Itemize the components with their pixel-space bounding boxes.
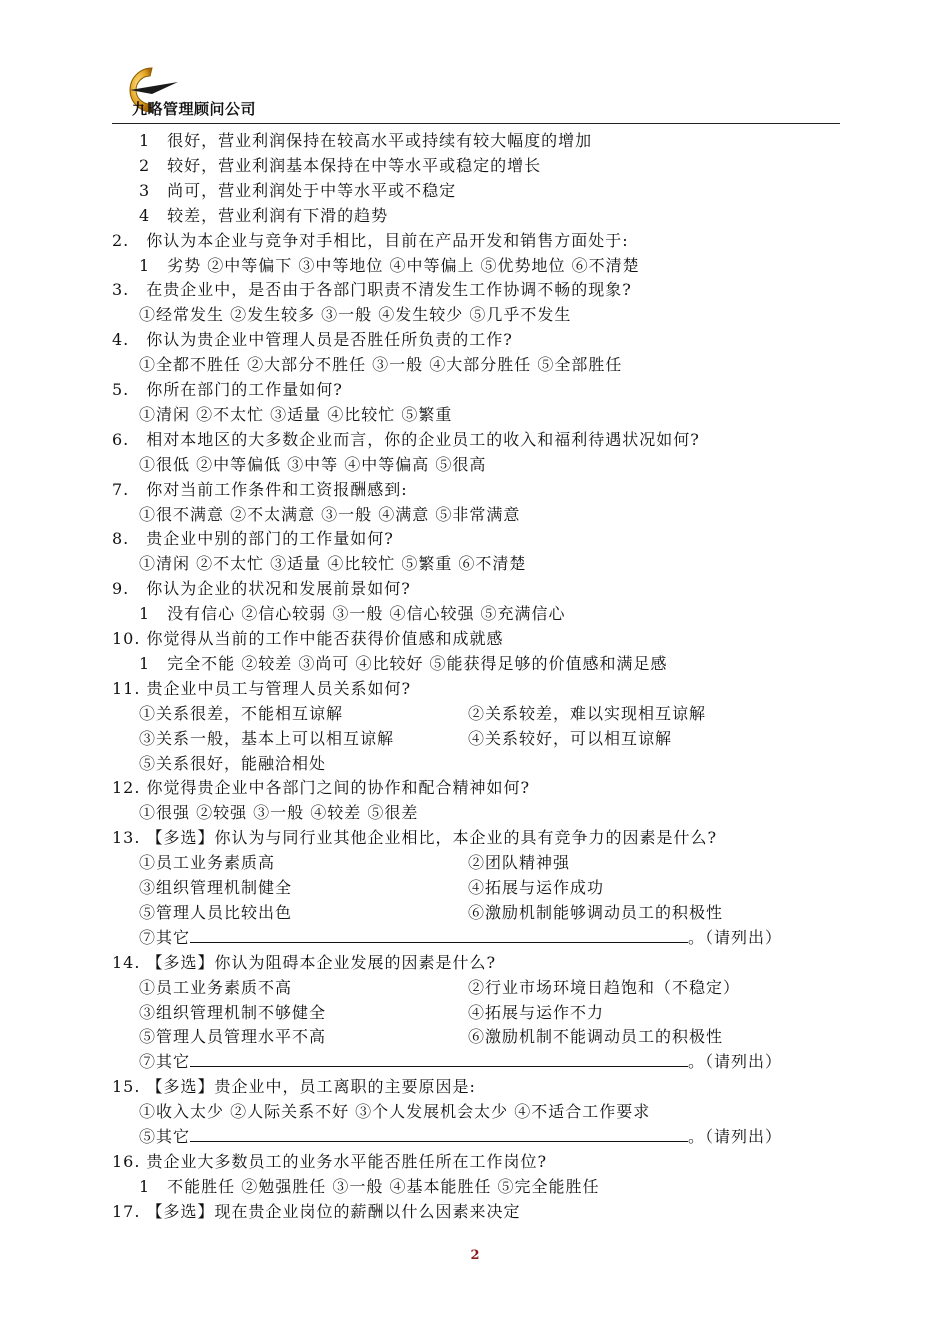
- option-text-col2: ②行业市场环境日趋饱和（不稳定）: [468, 977, 741, 997]
- option-line: [139, 704, 343, 724]
- option-text: ⑤管理人员比较出色: [139, 902, 293, 922]
- option-line: [139, 355, 622, 375]
- option-text: ③组织管理机制不够健全: [139, 1002, 327, 1022]
- page-header: [112, 60, 842, 126]
- option-text: 3 尚可，营业利润处于中等水平或不稳定: [139, 180, 457, 200]
- option-line: [139, 256, 640, 276]
- option-line: [139, 1102, 650, 1122]
- question-line: [112, 579, 411, 599]
- option-line: [139, 181, 456, 201]
- option-text: ⑤管理人员管理水平不高: [139, 1027, 327, 1047]
- option-text: ①收入太少 ②人际关系不好 ③个人发展机会太少 ④不适合工作要求: [139, 1102, 651, 1122]
- option-line: [139, 754, 326, 774]
- option-text-col2: ④关系较好，可以相互谅解: [468, 728, 673, 748]
- question-text: 10. 你觉得从当前的工作中能否获得价值感和成就感: [112, 629, 504, 648]
- question-line: [112, 280, 632, 300]
- option-line: [139, 803, 418, 823]
- question-line: [112, 1077, 476, 1097]
- option-line: [139, 1027, 326, 1047]
- fill-in-blank[interactable]: [190, 1052, 688, 1067]
- blank-instruction: 。（请列出）: [688, 1052, 783, 1072]
- option-line: [139, 305, 571, 325]
- option-text: ⑤关系很好，能融洽相处: [139, 753, 327, 773]
- option-text: ①很不满意 ②不太满意 ③一般 ④满意 ⑤非常满意: [139, 504, 521, 524]
- question-line: [112, 828, 717, 848]
- option-text-col2: ④拓展与运作成功: [468, 878, 605, 897]
- question-line: [112, 629, 504, 649]
- option-text-col2: ⑥激励机制不能调动员工的积极性: [468, 1027, 724, 1047]
- fill-in-blank[interactable]: [190, 928, 688, 943]
- option-text-col2: ⑥激励机制能够调动员工的积极性: [468, 902, 724, 922]
- question-line: [112, 1202, 521, 1222]
- question-line: [112, 679, 411, 699]
- question-text: 13. 【多选】你认为与同行业其他企业相比，本企业的具有竞争力的因素是什么?: [112, 828, 718, 848]
- option-text-col2: ④拓展与运作不力: [468, 1002, 605, 1022]
- question-text: 3. 在贵企业中，是否由于各部门职责不清发生工作协调不畅的现象?: [112, 280, 632, 300]
- option-text: ③关系一般，基本上可以相互谅解: [139, 728, 395, 748]
- question-text: 5. 你所在部门的工作量如何?: [112, 380, 343, 399]
- option-text: ①很低 ②中等偏低 ③中等 ④中等偏高 ⑤很高: [139, 454, 487, 474]
- option-text: ①很强 ②较强 ③一般 ④较差 ⑤很差: [139, 803, 419, 823]
- question-line: [112, 1152, 547, 1172]
- option-line: [139, 405, 452, 425]
- question-text: 12. 你觉得贵企业中各部门之间的协作和配合精神如何?: [112, 778, 531, 798]
- option-line: [139, 928, 782, 948]
- option-text: ①全都不胜任 ②大部分不胜任 ③一般 ④大部分胜任 ⑤全部胜任: [139, 355, 623, 375]
- question-line: [112, 231, 629, 251]
- option-line: [139, 978, 292, 998]
- option-text: ③组织管理机制健全: [139, 878, 293, 897]
- blank-instruction: 。（请列出）: [688, 1127, 783, 1146]
- question-text: 6. 相对本地区的大多数企业而言，你的企业员工的收入和福利待遇状况如何?: [112, 429, 700, 449]
- option-text: ①关系很差，不能相互谅解: [139, 703, 344, 723]
- option-text: 1 劣势 ②中等偏下 ③中等地位 ④中等偏上 ⑤优势地位 ⑥不清楚: [139, 255, 640, 275]
- page-number: 2: [470, 1248, 480, 1263]
- option-line: [139, 1127, 782, 1147]
- question-line: [112, 778, 530, 798]
- question-line: [112, 330, 513, 350]
- option-line: [139, 654, 668, 674]
- option-text: ⑦其它: [139, 927, 191, 947]
- option-line: [139, 604, 566, 624]
- option-text: 4 较差，营业利润有下滑的趋势: [139, 205, 389, 225]
- blank-instruction: 。（请列出）: [688, 927, 783, 947]
- company-name: 九略管理顾问公司: [132, 100, 257, 118]
- option-text: 1 完全不能 ②较差 ③尚可 ④比较好 ⑤能获得足够的价值感和满足感: [139, 653, 668, 673]
- option-line: [139, 878, 292, 898]
- question-line: [112, 480, 408, 500]
- question-text: 2. 你认为本企业与竞争对手相比，目前在产品开发和销售方面处于:: [112, 230, 629, 250]
- question-text: 16. 贵企业大多数员工的业务水平能否胜任所在工作岗位?: [112, 1151, 548, 1171]
- option-text-col2: ②关系较差，难以实现相互谅解: [468, 703, 707, 723]
- option-text: ①清闲 ②不太忙 ③适量 ④比较忙 ⑤繁重: [139, 404, 453, 424]
- option-text: ⑦其它: [139, 1052, 191, 1072]
- option-line: [139, 131, 592, 151]
- option-line: [139, 1003, 326, 1023]
- option-line: [139, 1052, 782, 1072]
- question-text: 9. 你认为企业的状况和发展前景如何?: [112, 579, 411, 599]
- option-line: [139, 853, 275, 873]
- option-line: [139, 554, 526, 574]
- question-line: [112, 529, 394, 549]
- question-text: 14. 【多选】你认为阻碍本企业发展的因素是什么?: [112, 952, 497, 972]
- option-line: [139, 206, 388, 226]
- question-text: 7. 你对当前工作条件和工资报酬感到:: [112, 479, 408, 499]
- option-line: [139, 1177, 600, 1197]
- option-text: ①清闲 ②不太忙 ③适量 ④比较忙 ⑤繁重 ⑥不清楚: [139, 554, 527, 574]
- option-text: 2 较好，营业利润基本保持在中等水平或稳定的增长: [139, 155, 542, 175]
- option-text: ①员工业务素质不高: [139, 977, 293, 997]
- option-line: [139, 505, 520, 525]
- question-line: [112, 380, 343, 400]
- question-text: 15. 【多选】贵企业中，员工离职的主要原因是:: [112, 1077, 476, 1097]
- question-line: [112, 430, 700, 450]
- option-text: ①员工业务素质高: [139, 853, 276, 873]
- fill-in-blank[interactable]: [190, 1127, 688, 1142]
- option-text-col2: ②团队精神强: [468, 853, 571, 873]
- option-text: 1 很好，营业利润保持在较高水平或持续有较大幅度的增加: [139, 131, 593, 150]
- question-text: 17. 【多选】现在贵企业岗位的薪酬以什么因素来决定: [112, 1201, 521, 1221]
- question-text: 4. 你认为贵企业中管理人员是否胜任所负责的工作?: [112, 330, 513, 350]
- option-line: [139, 455, 486, 475]
- option-line: [139, 903, 292, 923]
- option-text: 1 没有信心 ②信心较弱 ③一般 ④信心较强 ⑤充满信心: [139, 604, 566, 624]
- question-text: 11. 贵企业中员工与管理人员关系如何?: [112, 678, 412, 698]
- question-line: [112, 953, 496, 973]
- option-line: [139, 156, 541, 176]
- option-text: 1 不能胜任 ②勉强胜任 ③一般 ④基本能胜任 ⑤完全能胜任: [139, 1176, 600, 1196]
- option-text: ⑤其它: [139, 1127, 191, 1146]
- question-text: 8. 贵企业中别的部门的工作量如何?: [112, 529, 394, 549]
- option-line: [139, 729, 394, 749]
- header-rule: [112, 123, 840, 124]
- option-text: ①经常发生 ②发生较多 ③一般 ④发生较少 ⑤几乎不发生: [139, 305, 572, 325]
